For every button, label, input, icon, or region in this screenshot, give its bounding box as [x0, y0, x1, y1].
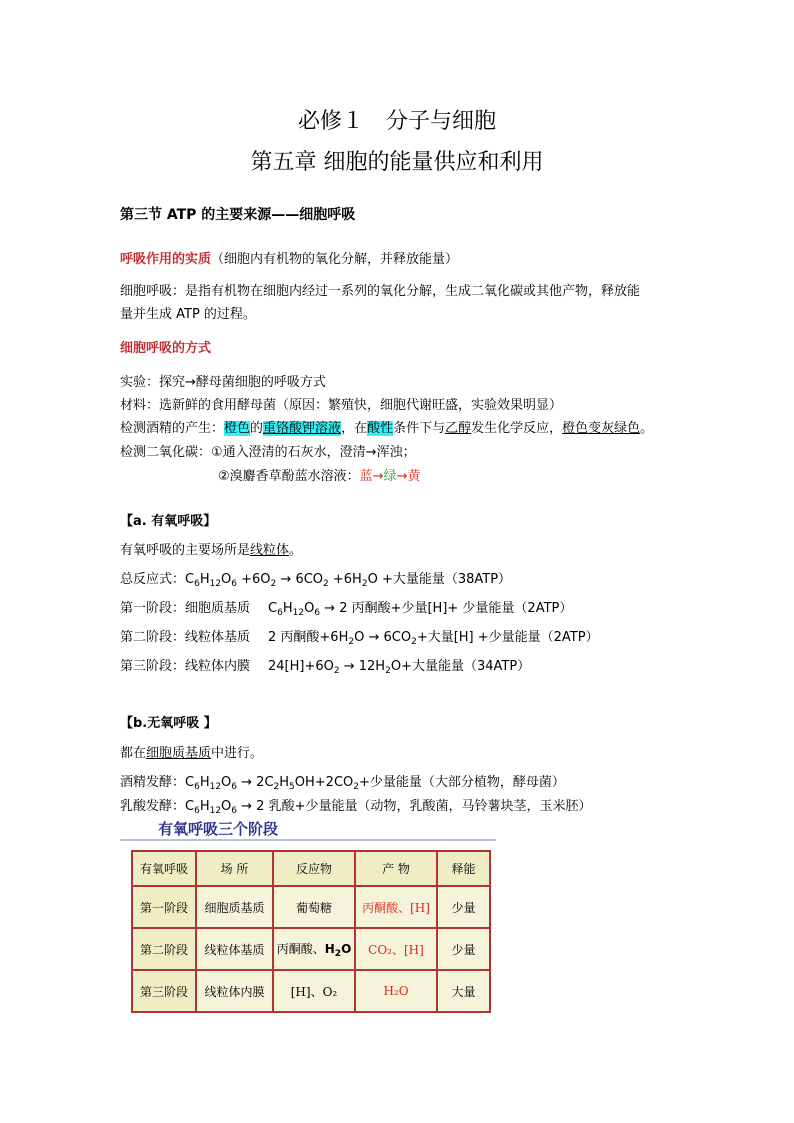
- aerobic-total-equation: [120, 568, 511, 589]
- eq-text: → 2C: [237, 775, 274, 790]
- eq-text: 2 丙酮酸+6H: [268, 630, 349, 645]
- eq-sub: 6: [194, 782, 200, 792]
- ethanol-underline: 乙醇: [445, 421, 472, 436]
- header-cell: 产 物: [355, 851, 437, 886]
- eq-text: H: [279, 775, 290, 790]
- experiment-line: 实验：探究→酵母菌细胞的呼吸方式: [120, 375, 326, 390]
- green-word: 绿: [383, 469, 397, 484]
- alcohol-detect-end: 。: [640, 421, 654, 436]
- color-change-underline: 橙色变灰绿色: [562, 421, 641, 436]
- anaerobic-site: 细胞质基质: [146, 746, 212, 761]
- table-row: [132, 886, 490, 928]
- eq-text: 24[H]+6O: [268, 659, 334, 674]
- alcohol-detect-in: ，在: [341, 421, 368, 436]
- aerobic-stage-2: [120, 626, 599, 647]
- header-cell: 反应物: [273, 851, 355, 886]
- lactic-fermentation: [120, 795, 591, 816]
- eq-text: O: [304, 601, 315, 616]
- stage-label: 第三阶段：线粒体内膜: [120, 659, 251, 674]
- eq-sub: 2: [353, 782, 359, 792]
- reactant-cell: 葡萄糖: [273, 886, 355, 928]
- co2-detect-line-2: [218, 465, 421, 484]
- methods-heading: 细胞呼吸的方式: [120, 341, 212, 356]
- stage-cell: 第一阶段: [132, 886, 196, 928]
- eq-text: H: [199, 572, 210, 587]
- anaerobic-site-post: 中进行。: [211, 746, 264, 761]
- aerobic-stages-table: [131, 850, 491, 1013]
- eq-sub: 2: [385, 666, 391, 676]
- alcohol-detect-of: 的: [250, 421, 264, 436]
- water-o: O: [341, 941, 352, 956]
- essence-text: （细胞内有机物的氧化分解，并释放能量）: [211, 252, 459, 267]
- stage-label: 第一阶段：细胞质基质: [120, 601, 251, 616]
- section-title: 第三节 ATP 的主要来源——细胞呼吸: [120, 207, 356, 223]
- table-row: [132, 970, 490, 1012]
- header-cell: 释能: [437, 851, 490, 886]
- eq-sub: 12: [209, 806, 222, 816]
- water-sub: 2: [334, 948, 342, 959]
- eq-sub: 2: [361, 579, 368, 589]
- eq-text: → 2 丙酮酸+少量[H]+ 少量能量（2ATP）: [320, 601, 573, 616]
- table-title-rule: [120, 839, 496, 841]
- eq-text: C: [268, 601, 278, 616]
- eq-sub: 6: [231, 579, 238, 589]
- energy-cell: 大量: [437, 970, 490, 1012]
- eq-text: OH+2CO: [294, 775, 354, 790]
- reactant-cell: [H]、O₂: [273, 970, 355, 1012]
- water-formula: [324, 941, 352, 959]
- co2-method-1: ①通入澄清的石灰水，澄清→浑浊；: [211, 445, 416, 460]
- eq-text: 酒精发酵：C: [120, 775, 195, 790]
- header-cell: 有氧呼吸: [132, 851, 196, 886]
- header-cell: 场 所: [196, 851, 273, 886]
- eq-sub: 6: [231, 806, 238, 816]
- eq-text: H: [199, 775, 210, 790]
- aerobic-stage-3: [120, 655, 530, 676]
- water-h: H: [324, 941, 335, 956]
- eq-sub: 2: [411, 637, 417, 647]
- eq-sub: 12: [209, 579, 222, 589]
- eq-text: → 2 乳酸+少量能量（动物，乳酸菌，马铃薯块茎，玉米胚）: [237, 799, 592, 814]
- eq-text: → 12H: [339, 659, 386, 674]
- eq-text: +少量能量（大部分植物，酵母菌）: [359, 775, 565, 790]
- co2-detect-line-1: [120, 441, 416, 460]
- eq-text: H: [282, 601, 293, 616]
- alcohol-detect-react: 发生化学反应，: [471, 421, 563, 436]
- title-line-2: 第五章 细胞的能量供应和利用: [250, 150, 544, 175]
- eq-text: +大量[H] +少量能量（2ATP）: [416, 630, 599, 645]
- blue-word: 蓝: [359, 469, 373, 484]
- energy-cell: 少量: [437, 886, 490, 928]
- eq-text: O: [221, 799, 232, 814]
- co2-method-2: ②溴麝香草酚蓝水溶液：: [218, 469, 360, 484]
- eq-text: +6O: [237, 572, 271, 587]
- arrow-2: →: [396, 469, 408, 484]
- eq-text: 乳酸发酵：C: [120, 799, 195, 814]
- dichromate-highlight: 重铬酸钾溶液: [263, 421, 342, 436]
- aerobic-heading: 【a. 有氧呼吸】: [120, 514, 217, 529]
- definition-line-2: 量并生成 ATP 的过程。: [120, 307, 256, 322]
- eq-sub: 2: [348, 637, 355, 647]
- eq-sub: 5: [289, 782, 295, 792]
- reactant-cell: [273, 928, 355, 970]
- table-title: 有氧呼吸三个阶段: [158, 820, 279, 838]
- eq-text: O+大量能量（34ATP）: [390, 659, 531, 674]
- eq-sub: 6: [277, 608, 283, 618]
- alcohol-detect-line: [120, 417, 653, 436]
- aerobic-site-pre: 有氧呼吸的主要场所是: [120, 543, 251, 558]
- eq-text: O: [221, 775, 232, 790]
- stage-label: 第二阶段：线粒体基质: [120, 630, 251, 645]
- product-cell: CO₂、[H]: [355, 928, 437, 970]
- reactant-text: 丙酮酸、: [276, 941, 325, 956]
- eq-sub: 2: [333, 666, 340, 676]
- site-cell: 线粒体内膜: [196, 970, 273, 1012]
- alcohol-detect-cond: 条件下与: [393, 421, 446, 436]
- product-cell: 丙酮酸、[H]: [355, 886, 437, 928]
- eq-sub: 6: [231, 782, 238, 792]
- alcohol-fermentation: [120, 771, 565, 792]
- acidic-highlight: 酸性: [367, 421, 394, 436]
- alcohol-detect-label: 检测酒精的产生：: [120, 421, 225, 436]
- eq-sub: 6: [194, 806, 200, 816]
- essence-line: [120, 248, 458, 267]
- stage-cell: 第三阶段: [132, 970, 196, 1012]
- co2-detect-label: 检测二氧化碳：: [120, 445, 212, 460]
- eq-sub: 6: [314, 608, 321, 618]
- essence-label: 呼吸作用的实质: [120, 252, 212, 267]
- energy-cell: 少量: [437, 928, 490, 970]
- eq-text: +6H: [328, 572, 362, 587]
- stage-cell: 第二阶段: [132, 928, 196, 970]
- aerobic-site-post: 。: [289, 543, 303, 558]
- title-line-1: 必修１ 分子与细胞: [297, 109, 496, 134]
- eq-sub: 2: [270, 579, 277, 589]
- eq-text: → 6CO: [276, 572, 324, 587]
- eq-text: O +大量能量（38ATP）: [367, 572, 512, 587]
- eq-text: 总反应式：C: [120, 572, 195, 587]
- table-row: [132, 928, 490, 970]
- anaerobic-site-line: [120, 742, 263, 761]
- anaerobic-heading: 【b.无氧呼吸 】: [120, 716, 217, 731]
- aerobic-site-line: [120, 539, 302, 558]
- yellow-word: 黄: [407, 469, 421, 484]
- eq-text: O → 6CO: [354, 630, 412, 645]
- aerobic-site: 线粒体: [250, 543, 290, 558]
- material-line: 材料：选新鲜的食用酵母菌（原因：繁殖快，细胞代谢旺盛，实验效果明显）: [120, 398, 563, 413]
- eq-sub: 12: [209, 782, 222, 792]
- eq-text: H: [199, 799, 210, 814]
- site-cell: 线粒体基质: [196, 928, 273, 970]
- table-header-row: [132, 851, 490, 886]
- orange-color-highlight: 橙色: [224, 421, 251, 436]
- definition-line-1: 细胞呼吸：是指有机物在细胞内经过一系列的氧化分解，生成二氧化碳或其他产物，释放能: [120, 284, 641, 299]
- eq-text: O: [221, 572, 232, 587]
- eq-sub: 12: [292, 608, 305, 618]
- anaerobic-site-pre: 都在: [120, 746, 147, 761]
- eq-sub: 6: [194, 579, 200, 589]
- product-cell: H₂O: [355, 970, 437, 1012]
- eq-sub: 2: [323, 579, 329, 589]
- site-cell: 细胞质基质: [196, 886, 273, 928]
- arrow-1: →: [372, 469, 384, 484]
- aerobic-stage-1: [120, 597, 572, 618]
- eq-sub: 2: [273, 782, 280, 792]
